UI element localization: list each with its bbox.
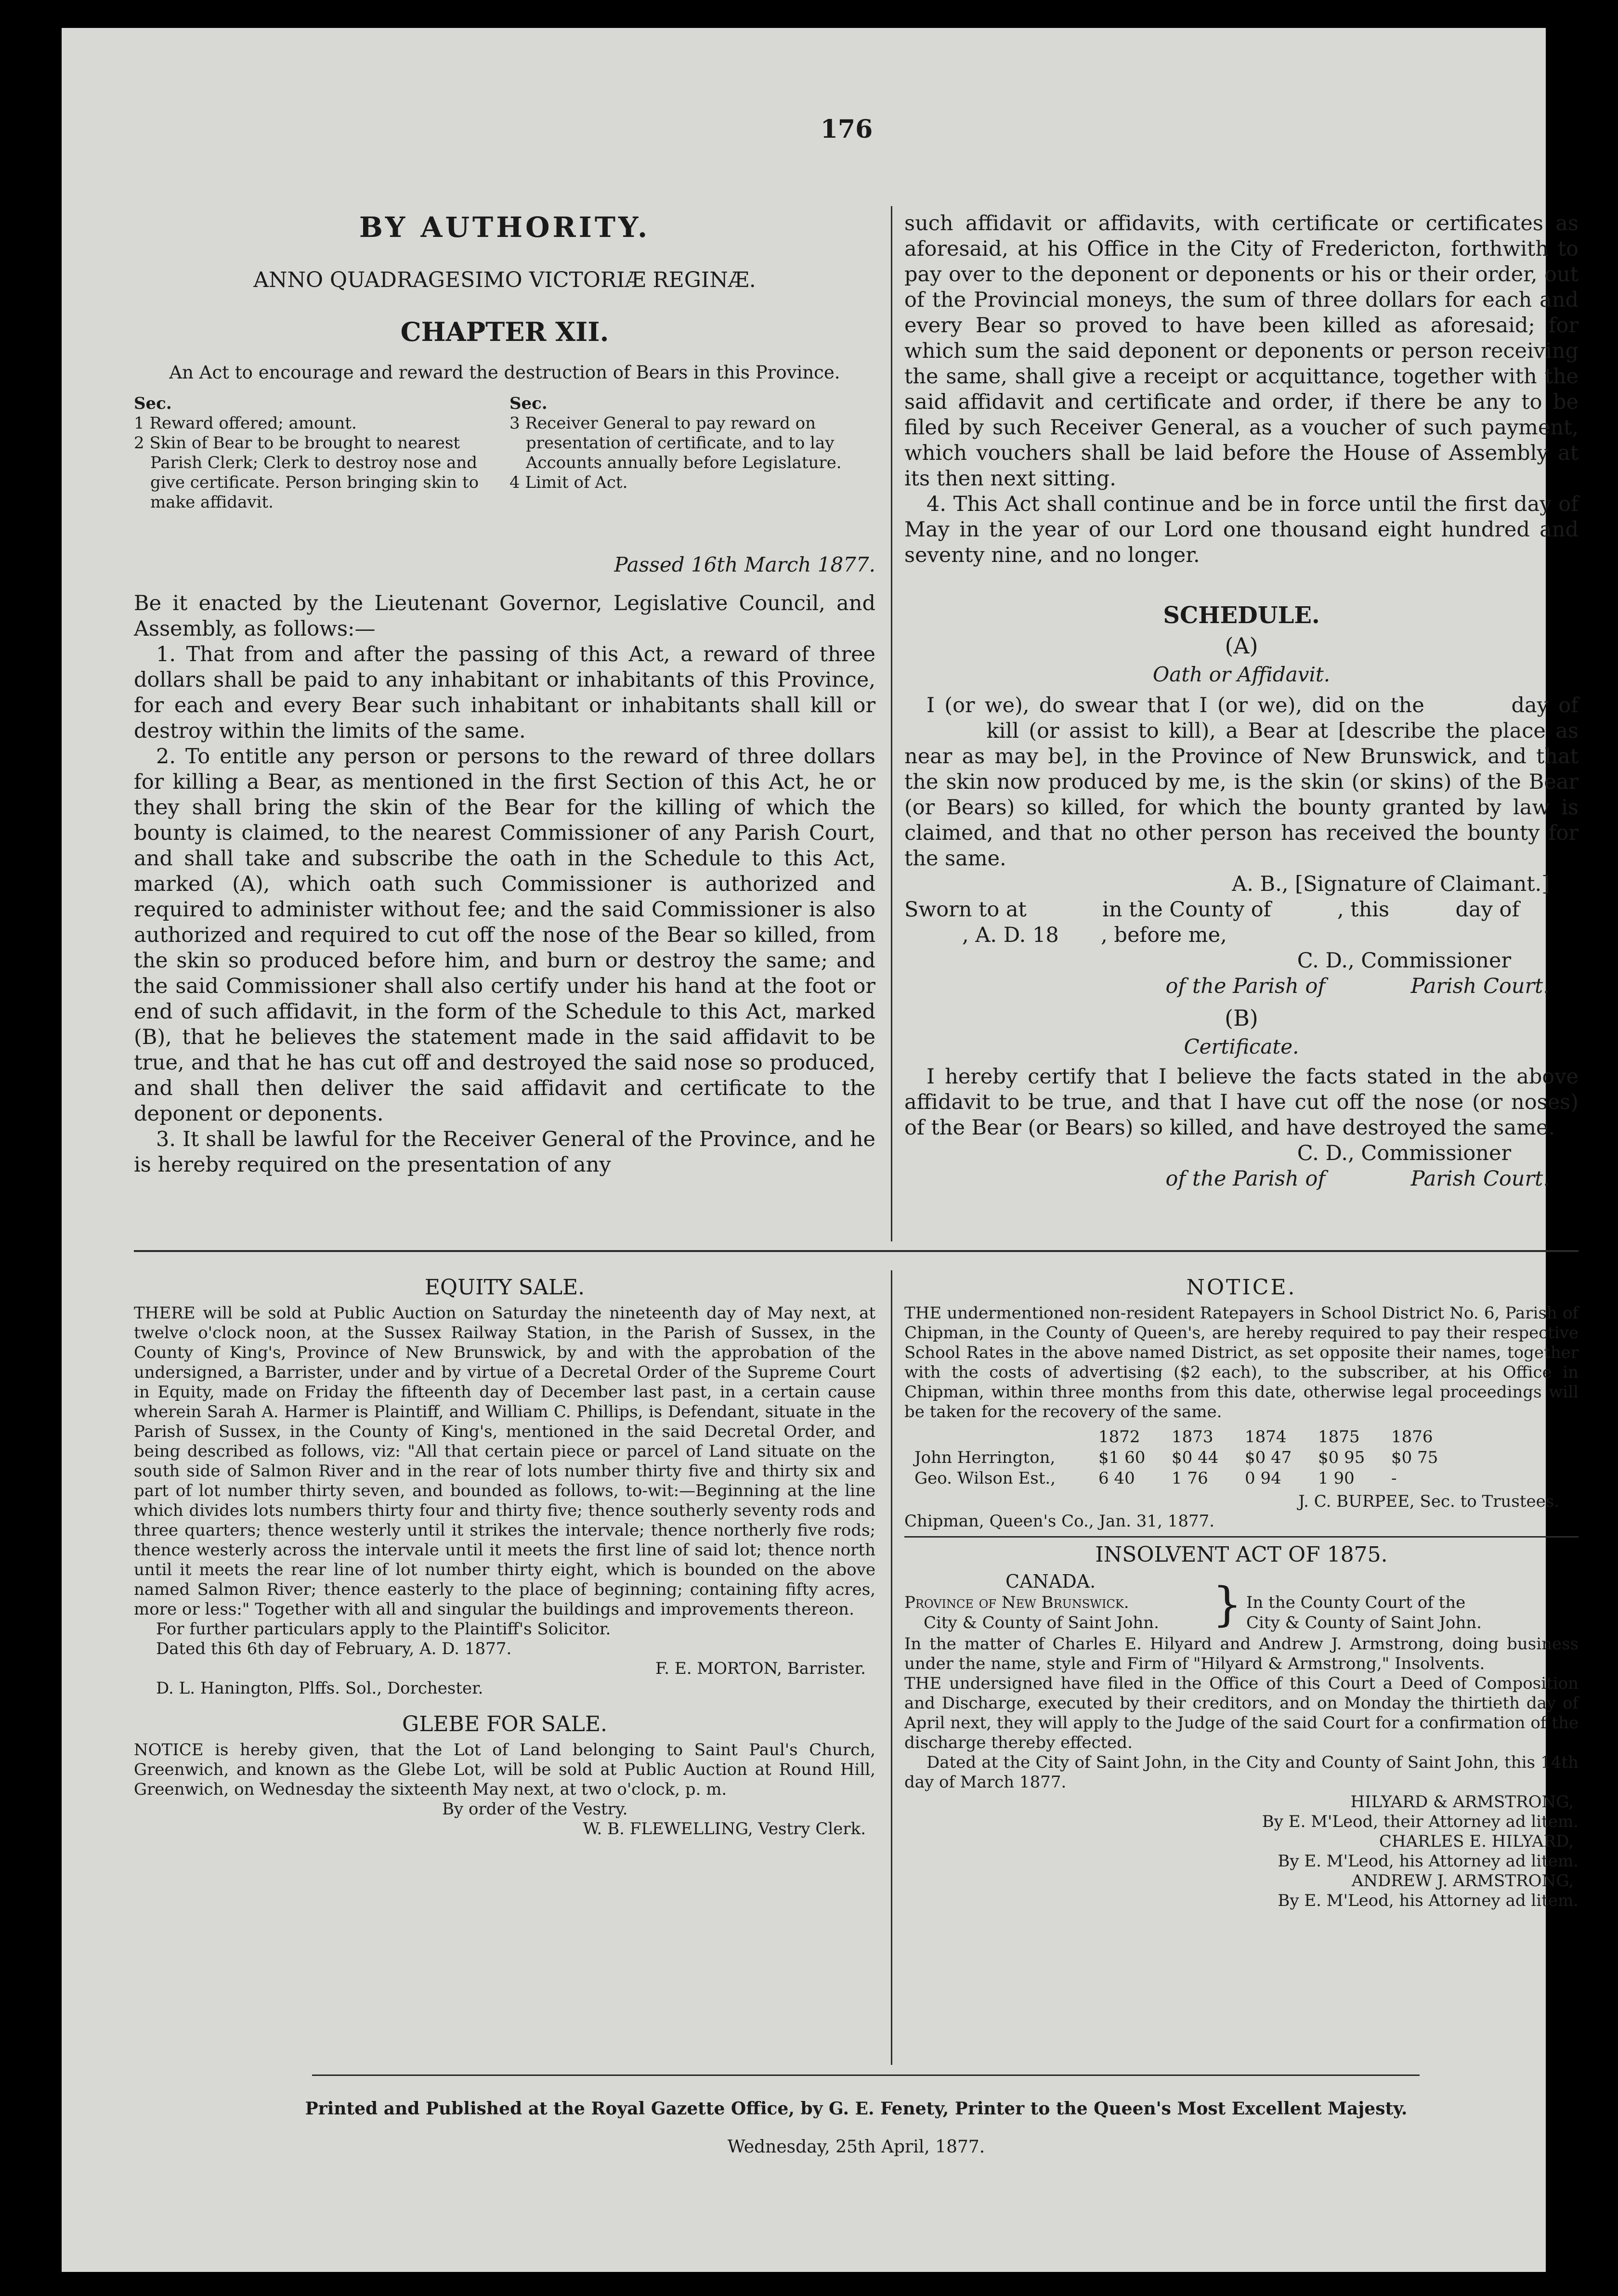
signature-1: HILYARD & ARMSTRONG, — [1350, 1792, 1574, 1812]
schedule-a-title: Oath or Affidavit. — [1152, 663, 1331, 686]
section-4-text: 4. This Act shall continue and be in force until the first day of May in the year of our Lord one thousand eight hundred and seventy nine, and no longer. — [904, 492, 1579, 567]
printer-line: Printed and Published at the Royal Gazette Office, by G. E. Fenety, Printer to the Queen's Most Excellent Majesty. — [305, 2099, 1408, 2119]
schedule-column — [904, 211, 1579, 1192]
section-1-text: 1. That from and after the passing of this Act, a reward of three dollars shall be paid to any inhabitant or inhabitants of this Province, for each and every Bear such inhabitant or inhabitants shall kill or destroy within the limits of the same. — [134, 642, 875, 743]
section-1: 1 Reward offered; amount. — [134, 414, 357, 433]
section-2: 2 Skin of Bear to be brought to nearest Parish Clerk; Clerk to destroy nose and give certificate. Person bringing skin to make affidavit. — [134, 433, 479, 512]
parish-2-b: Parish Court. — [1410, 1167, 1550, 1191]
section-4: 4 Limit of Act. — [509, 473, 628, 492]
year-header: 1872 — [1098, 1427, 1140, 1447]
rates-header-row — [914, 1427, 1464, 1448]
year-header: 1873 — [1172, 1427, 1214, 1447]
ads-right-column — [904, 1275, 1579, 1911]
schedule-heading: SCHEDULE. — [1163, 602, 1320, 629]
section-summary — [134, 394, 875, 553]
notice-body: THE undermentioned non-resident Ratepayers in School District No. 6, Parish of Chipman, in the County of Queen's, are hereby required to pay their respective School Rates in the above named District, as set opposite their names, together with the costs of advertising ($2 each), to the subscriber, at his Office in Chipman, within three months from this date, otherwise legal proceedings will be taken for the recovery of the same. — [904, 1304, 1579, 1422]
sec-label: Sec. — [134, 394, 172, 413]
glebe-order: By order of the Vestry. — [442, 1800, 628, 1819]
commissioner-1: C. D., Commissioner — [1297, 949, 1511, 973]
ratepayer-name: Geo. Wilson Est., — [914, 1469, 1056, 1488]
section-3-text: 3. It shall be lawful for the Receiver General of the Province, and he is hereby required on the presentation of any — [134, 1127, 875, 1177]
glebe-clerk: W. B. FLEWELLING, Vestry Clerk. — [583, 1819, 866, 1839]
section-3: 3 Receiver General to pay reward on presentation of certificate, and to lay Accounts annually before Legislature. — [509, 414, 842, 472]
section-2-text: 2. To entitle any person or persons to the reward of three dollars for killing a Bear, as mentioned in the first Section of this Act, he or they shall bring the skin of the Bear for the killing of which the bounty is claimed, to the nearest Commissioner of any Parish Court, and shall take and subscribe the oath in the Schedule to this Act, marked (A), which oath such Commissioner is authorized and required to administer without fee; and the said Commissioner is also authorized and required to cut off the nose of the Bear so killed, from the skin so produced before him, and burn or destroy the same; and the said Commissioner shall also certify under his hand at the foot or end of such affidavit, in the form of the Schedule to this Act, marked (B), that he believes the statement made in the said affidavit to be true, and that he has cut off and destroyed the said nose so produced, and shall then deliver the said affidavit and certificate to the deponent or deponents. — [134, 744, 875, 1126]
signature-2: CHARLES E. HILYARD, — [1379, 1832, 1574, 1851]
chapter-heading: CHAPTER XII. — [400, 316, 609, 347]
rate-cell: - — [1391, 1469, 1397, 1488]
sections-right — [509, 394, 875, 493]
oath-part-1: I (or we), do swear that I (or we), did on the — [926, 693, 1424, 718]
claimant-signature: A. B., [Signature of Claimant.] — [1232, 872, 1550, 896]
sworn-part-5: , A. D. 18 — [962, 923, 1059, 947]
insolvent-heading: INSOLVENT ACT OF 1875. — [1095, 1542, 1388, 1567]
rate-cell: 0 94 — [1245, 1469, 1281, 1488]
canada-label: CANADA. — [1005, 1571, 1096, 1592]
schedule-a-label: (A) — [1225, 633, 1258, 659]
certificate-text: I hereby certify that I believe the facts stated in the above affidavit to be true, and that I have cut off the nose (or noses) of the Bear (or Bears) so killed, and have destroyed the same. — [904, 1065, 1579, 1140]
equity-particulars: For further particulars apply to the Plaintiff's Solicitor. — [156, 1619, 611, 1639]
column-divider-top — [891, 206, 892, 1241]
attorney-2: By E. M'Leod, his Attorney ad litem. — [1278, 1852, 1579, 1871]
insolvent-body: THE undersigned have filed in the Office of this Court a Deed of Composition and Discharge, executed by their creditors, and on Monday the thirtieth day of April next, they will apply to the Judge of the said Court for a confirmation of the discharge thereby effected. — [904, 1674, 1579, 1752]
court-line-2: City & County of Saint John. — [1246, 1613, 1482, 1632]
sec-label: Sec. — [509, 394, 548, 413]
notice-heading: NOTICE. — [1186, 1275, 1297, 1300]
equity-heading: EQUITY SALE. — [424, 1275, 585, 1300]
rate-cell: $0 44 — [1172, 1448, 1219, 1467]
rate-cell: 1 76 — [1172, 1469, 1208, 1488]
table-row — [914, 1448, 1464, 1468]
schedule-b-label: (B) — [1225, 1005, 1258, 1031]
sworn-part-2: in the County of — [1102, 898, 1271, 922]
ratepayer-name: John Herrington, — [914, 1448, 1056, 1467]
publication-date: Wednesday, 25th April, 1877. — [727, 2137, 985, 2157]
notice-divider — [904, 1536, 1579, 1538]
rates-table — [914, 1427, 1464, 1489]
court-caption — [904, 1572, 1579, 1634]
gazette-page — [62, 28, 1579, 2272]
column-divider-bottom — [891, 1270, 892, 2065]
equity-body: THERE will be sold at Public Auction on Saturday the nineteenth day of May next, at twelve o'clock noon, at the Sussex Railway Station, in the Parish of Sussex, in the County of King's, Province of New Brunswick, by and with the approbation of the undersigned, a Barrister, under and by virtue of a Decretal Order of the Supreme Court in Equity, made on Friday the fifteenth day of December last past, in a certain cause wherein Sarah A. Harmer is Plaintiff, and William C. Phillips, is Defendant, situate in the Parish of Sussex, in the County of King's, mentioned in the said Decretal Order, and being described as follows, viz: "All that certain piece or parcel of Land situate on the south side of Salmon River and in the rear of lots number thirty five and thirty six and part of lot number thirty seven, and bounded as follows, to-wit:—Beginning at the line which divides lots numbers thirty four and thirty five; thence southerly seventy rods and three quarters; thence westerly until it strikes the intervale; thence northerly five rods; thence westerly across the intervale until it meets the first line of said lot; thence north until it meets the rear line of lot number thirty eight, which is bounded on the above named Salmon River; thence easterly to the place of beginning; containing fifty acres, more or less:" Together with all and singular the buildings and improvements thereon. — [134, 1304, 875, 1619]
act-column — [134, 211, 875, 1178]
ads-left-column — [134, 1275, 875, 1839]
by-authority-heading: BY AUTHORITY. — [359, 211, 651, 244]
sections-left — [134, 394, 485, 512]
brace-glyph: } — [1213, 1578, 1242, 1631]
year-header: 1875 — [1318, 1427, 1360, 1447]
schedule-b-title: Certificate. — [1184, 1035, 1299, 1058]
sworn-part-1: Sworn to at — [904, 898, 1027, 922]
year-header: 1876 — [1391, 1427, 1433, 1447]
rate-cell: $0 95 — [1318, 1448, 1365, 1467]
sworn-part-3: , this — [1337, 898, 1390, 922]
rate-cell: 1 90 — [1318, 1469, 1355, 1488]
glebe-heading: GLEBE FOR SALE. — [402, 1712, 607, 1736]
equity-solicitor: D. L. Hanington, Plffs. Sol., Dorchester. — [156, 1679, 483, 1698]
court-line-1: In the County Court of the — [1246, 1593, 1466, 1612]
parish-1-b: Parish Court. — [1410, 974, 1550, 998]
rate-cell: $1 60 — [1098, 1448, 1146, 1467]
glebe-body: NOTICE is hereby given, that the Lot of Land belonging to Saint Paul's Church, Greenwich, and known as the Glebe Lot, will be sold at Public Auction at Round Hill, Greenwich, on Wednesday the sixteenth May next, at two o'clock, p. m. — [134, 1740, 875, 1799]
notice-place: Chipman, Queen's Co., Jan. 31, 1877. — [904, 1512, 1215, 1531]
section-divider — [134, 1250, 1579, 1252]
notice-signed: J. C. BURPEE, Sec. to Trustees. — [1298, 1492, 1559, 1511]
enacting-clause: Be it enacted by the Lieutenant Governor, Legislative Council, and Assembly, as follows:— — [134, 591, 875, 641]
oath-part-3: kill (or assist to kill), a Bear at [describe the place as near as may be], in the Province of New Brunswick, and that the skin now produced by me, is the skin (or skins) of the Bear (or Bears) so killed, for which the bounty granted by law is claimed, and that no other person has received the bounty for the same. — [904, 719, 1579, 871]
table-row — [914, 1468, 1464, 1489]
act-title: An Act to encourage and reward the destruction of Bears in this Province. — [169, 362, 840, 383]
rate-cell: $0 75 — [1391, 1448, 1438, 1467]
city-county-left: City & County of Saint John. — [924, 1613, 1159, 1632]
parish-1-a: of the Parish of — [1165, 974, 1326, 998]
province-label: Province of New Brunswick. — [904, 1593, 1129, 1612]
section-3-continued: such affidavit or affidavits, with certificate or certificates as aforesaid, at his Office in the City of Fredericton, forthwith to pay over to the deponent or deponents or his or their order, out of the Provincial moneys, the sum of three dollars for each and every Bear so proved to have been killed as aforesaid; for which sum the said deponent or deponents or person receiving the same, shall give a receipt or acquittance, together with the said affidavit and certificate and order, if there be any to be filed by such Receiver General, as a voucher of such payment, which vouchers shall be laid before the House of Assembly at its then next sitting. — [904, 211, 1579, 491]
sworn-part-6: , before me, — [1101, 923, 1227, 947]
insolvent-matter: In the matter of Charles E. Hilyard and Andrew J. Armstrong, doing business under the name, style and Firm of "Hilyard & Armstrong," Insolvents. — [904, 1634, 1579, 1673]
page-number: 176 — [820, 115, 873, 144]
equity-barrister: F. E. MORTON, Barrister. — [655, 1659, 866, 1678]
attorney-3: By E. M'Leod, his Attorney ad litem. — [1278, 1891, 1579, 1910]
year-header: 1874 — [1245, 1427, 1287, 1447]
rate-cell: $0 47 — [1245, 1448, 1292, 1467]
signature-3: ANDREW J. ARMSTRONG, — [1351, 1871, 1574, 1891]
anno-line: ANNO QUADRAGESIMO VICTORIÆ REGINÆ. — [253, 268, 756, 292]
oath-part-2: day of — [1511, 693, 1579, 718]
equity-dated: Dated this 6th day of February, A. D. 1877. — [156, 1639, 512, 1658]
passed-date: Passed 16th March 1877. — [614, 553, 875, 576]
commissioner-2: C. D., Commissioner — [1297, 1141, 1511, 1165]
footer-divider — [312, 2074, 1420, 2076]
parish-2-a: of the Parish of — [1165, 1167, 1326, 1191]
attorney-1: By E. M'Leod, their Attorney ad litem. — [1262, 1812, 1579, 1831]
sworn-part-4: day of — [1455, 898, 1520, 922]
rate-cell: 6 40 — [1098, 1469, 1135, 1488]
insolvent-dated: Dated at the City of Saint John, in the City and County of Saint John, this 14th day of March 1877. — [904, 1753, 1579, 1792]
